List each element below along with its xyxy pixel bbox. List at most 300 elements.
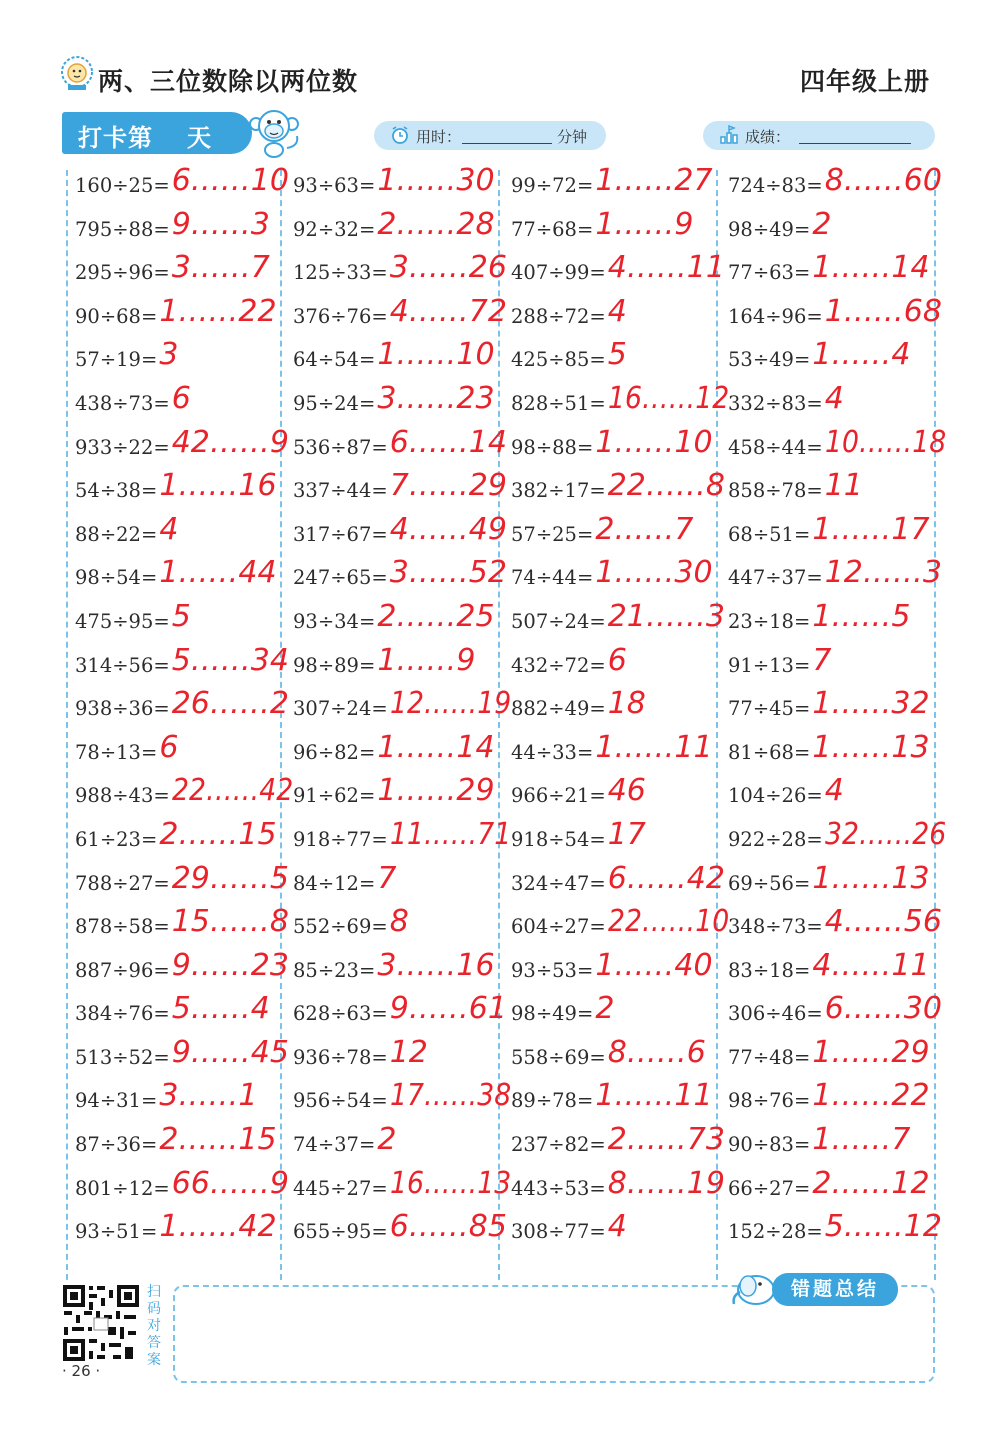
problem-row xyxy=(293,730,511,774)
problem-row xyxy=(728,381,946,425)
problem-row xyxy=(728,1122,946,1166)
handwritten-answer: 8……60 xyxy=(824,163,942,198)
problem-question: 83÷18= xyxy=(728,958,811,982)
problem-question: 66÷27= xyxy=(728,1176,811,1200)
problem-row xyxy=(728,512,946,556)
handwritten-answer: 3……23 xyxy=(377,380,495,416)
handwritten-answer: 2……15 xyxy=(159,816,277,852)
handwritten-answer: 6 xyxy=(159,729,179,765)
problem-row xyxy=(75,686,293,730)
problem-row xyxy=(75,337,293,381)
checkin-prefix: 打卡第 xyxy=(78,124,153,152)
problem-question: 407÷99= xyxy=(511,261,606,285)
problem-question: 160÷25= xyxy=(75,174,170,197)
problem-question: 92÷32= xyxy=(293,217,376,241)
problem-row xyxy=(75,468,293,512)
problem-question: 98÷89= xyxy=(293,653,376,677)
handwritten-answer: 2 xyxy=(595,991,615,1027)
problem-row xyxy=(511,1122,729,1166)
handwritten-answer: 1……14 xyxy=(812,250,930,286)
wrong-summary-label: 错题总结 xyxy=(772,1273,898,1306)
problem-question: 447÷37= xyxy=(728,566,823,590)
handwritten-answer: 12……3 xyxy=(824,555,942,591)
score-field xyxy=(703,121,935,150)
problem-question: 96÷82= xyxy=(293,740,376,764)
handwritten-answer: 6 xyxy=(607,642,627,678)
handwritten-answer: 42……9 xyxy=(171,424,289,460)
handwritten-answer: 2……73 xyxy=(607,1122,725,1158)
handwritten-answer: 1……22 xyxy=(812,1078,930,1114)
problem-row xyxy=(75,861,293,905)
handwritten-answer: 12 xyxy=(389,1034,428,1070)
handwritten-answer: 22……8 xyxy=(607,468,725,504)
bar-chart-flag-icon xyxy=(719,125,739,145)
handwritten-answer: 9……45 xyxy=(171,1034,289,1070)
handwritten-answer: 5……34 xyxy=(171,642,289,678)
handwritten-answer: 26……2 xyxy=(171,686,289,722)
problem-question: 64÷54= xyxy=(293,348,376,372)
problem-question: 77÷63= xyxy=(728,261,811,285)
problem-question: 324÷47= xyxy=(511,871,606,895)
problem-row xyxy=(75,1122,293,1166)
problem-question: 57÷19= xyxy=(75,348,158,372)
alarm-clock-icon xyxy=(390,125,410,145)
handwritten-answer: 1……27 xyxy=(595,163,713,198)
handwritten-answer: 22……42 xyxy=(171,773,293,809)
problem-question: 513÷52= xyxy=(75,1045,170,1069)
problem-question: 68÷51= xyxy=(728,522,811,546)
time-field xyxy=(374,121,606,150)
problem-row xyxy=(75,250,293,294)
handwritten-answer: 5 xyxy=(171,598,191,634)
problem-row xyxy=(75,643,293,687)
handwritten-answer: 12……19 xyxy=(389,686,511,722)
problem-question: 443÷53= xyxy=(511,1176,606,1200)
problem-question: 918÷54= xyxy=(511,827,606,851)
handwritten-answer: 3……1 xyxy=(159,1078,258,1114)
problem-row xyxy=(75,555,293,599)
problem-row xyxy=(728,904,946,948)
handwritten-answer: 9……23 xyxy=(171,947,289,983)
handwritten-answer: 4 xyxy=(607,293,627,329)
problem-row xyxy=(511,1078,729,1122)
handwritten-answer: 1……44 xyxy=(159,555,277,591)
problem-question: 93÷34= xyxy=(293,609,376,633)
handwritten-answer: 17 xyxy=(607,816,646,852)
problem-question: 348÷73= xyxy=(728,915,823,939)
handwritten-answer: 3 xyxy=(159,337,179,373)
problem-question: 69÷56= xyxy=(728,871,811,895)
problem-row xyxy=(293,1209,511,1253)
handwritten-answer: 6……14 xyxy=(389,424,507,460)
handwritten-answer: 1……11 xyxy=(595,729,713,765)
handwritten-answer: 4……72 xyxy=(389,293,507,329)
problem-row xyxy=(293,1122,511,1166)
handwritten-answer: 46 xyxy=(607,773,646,809)
handwritten-answer: 1……9 xyxy=(595,206,694,242)
problem-question: 84÷12= xyxy=(293,871,376,895)
handwritten-answer: 1……5 xyxy=(812,598,911,634)
problem-row xyxy=(728,1166,946,1210)
problem-row xyxy=(293,512,511,556)
problem-question: 938÷36= xyxy=(75,697,170,721)
problem-row xyxy=(75,163,293,207)
problem-row xyxy=(293,294,511,338)
problem-question: 628÷63= xyxy=(293,1002,388,1026)
problem-question: 828÷51= xyxy=(511,391,606,415)
problem-column-1 xyxy=(75,163,293,1253)
problem-question: 164÷96= xyxy=(728,304,823,328)
problem-row xyxy=(293,468,511,512)
problem-row xyxy=(293,1166,511,1210)
problem-row xyxy=(75,773,293,817)
problem-question: 882÷49= xyxy=(511,697,606,721)
problem-row xyxy=(728,337,946,381)
handwritten-answer: 1……17 xyxy=(812,511,930,547)
problem-question: 247÷65= xyxy=(293,566,388,590)
handwritten-answer: 1……13 xyxy=(812,860,930,896)
problem-column-4 xyxy=(728,163,946,1253)
handwritten-answer: 1……11 xyxy=(595,1078,713,1114)
scan-for-answers-label: 扫码对答案 xyxy=(147,1284,161,1368)
handwritten-answer: 6……85 xyxy=(389,1209,507,1245)
problem-question: 438÷73= xyxy=(75,391,170,415)
handwritten-answer: 1……22 xyxy=(159,293,277,329)
handwritten-answer: 1……30 xyxy=(377,163,495,198)
problem-row xyxy=(728,861,946,905)
problem-question: 99÷72= xyxy=(511,174,594,197)
handwritten-answer: 9……3 xyxy=(171,206,270,242)
handwritten-answer: 11……71 xyxy=(389,816,511,852)
handwritten-answer: 1……30 xyxy=(595,555,713,591)
handwritten-answer: 3……26 xyxy=(389,250,507,286)
problem-question: 788÷27= xyxy=(75,871,170,895)
problem-question: 288÷72= xyxy=(511,304,606,328)
handwritten-answer: 16……13 xyxy=(389,1165,511,1201)
problem-row xyxy=(293,686,511,730)
problem-question: 88÷22= xyxy=(75,522,158,546)
problem-question: 81÷68= xyxy=(728,740,811,764)
problem-question: 956÷54= xyxy=(293,1089,388,1113)
problem-question: 98÷49= xyxy=(728,217,811,241)
handwritten-answer: 9……61 xyxy=(389,991,507,1027)
problem-row xyxy=(511,250,729,294)
problem-row xyxy=(75,381,293,425)
problem-row xyxy=(511,904,729,948)
problem-row xyxy=(293,207,511,251)
problem-question: 152÷28= xyxy=(728,1220,823,1244)
handwritten-answer: 1……10 xyxy=(377,337,495,373)
problem-question: 90÷68= xyxy=(75,304,158,328)
problem-row xyxy=(293,991,511,1035)
handwritten-answer: 1……9 xyxy=(377,642,476,678)
problem-row xyxy=(293,773,511,817)
handwritten-answer: 2 xyxy=(812,206,832,242)
time-input-line[interactable] xyxy=(462,143,552,144)
problem-question: 425÷85= xyxy=(511,348,606,372)
problem-row xyxy=(511,294,729,338)
problem-question: 78÷13= xyxy=(75,740,158,764)
problem-question: 922÷28= xyxy=(728,827,823,851)
handwritten-answer: 1……29 xyxy=(377,773,495,809)
handwritten-answer: 1……32 xyxy=(812,686,930,722)
problem-row xyxy=(511,991,729,1035)
problem-question: 95÷24= xyxy=(293,391,376,415)
checkin-banner xyxy=(62,112,252,154)
problem-row xyxy=(293,861,511,905)
problem-row xyxy=(75,294,293,338)
handwritten-answer: 4……11 xyxy=(607,250,725,286)
handwritten-answer: 1……14 xyxy=(377,729,495,765)
problem-question: 57÷25= xyxy=(511,522,594,546)
problem-question: 458÷44= xyxy=(728,435,823,459)
problem-row xyxy=(728,163,946,207)
problem-row xyxy=(728,207,946,251)
problem-row xyxy=(293,337,511,381)
time-unit: 分钟 xyxy=(557,128,588,146)
problem-row xyxy=(728,730,946,774)
handwritten-answer: 1……42 xyxy=(159,1209,277,1245)
problem-row xyxy=(293,381,511,425)
handwritten-answer: 2……12 xyxy=(812,1165,930,1201)
problem-row xyxy=(75,817,293,861)
problem-question: 125÷33= xyxy=(293,261,388,285)
problem-column-2 xyxy=(293,163,511,1253)
handwritten-answer: 16……12 xyxy=(607,380,729,416)
problem-row xyxy=(511,512,729,556)
handwritten-answer: 8 xyxy=(389,904,409,940)
handwritten-answer: 1……29 xyxy=(812,1034,930,1070)
problem-question: 98÷49= xyxy=(511,1002,594,1026)
problem-question: 98÷88= xyxy=(511,435,594,459)
handwritten-answer: 6……42 xyxy=(607,860,725,896)
handwritten-answer: 66……9 xyxy=(171,1165,289,1201)
problem-question: 801÷12= xyxy=(75,1176,170,1200)
problem-question: 507÷24= xyxy=(511,609,606,633)
handwritten-answer: 32……26 xyxy=(824,816,946,852)
problem-row xyxy=(511,468,729,512)
problem-question: 332÷83= xyxy=(728,391,823,415)
handwritten-answer: 3……16 xyxy=(377,947,495,983)
problem-row xyxy=(293,817,511,861)
problem-row xyxy=(75,599,293,643)
problem-row xyxy=(511,686,729,730)
handwritten-answer: 1……7 xyxy=(812,1122,911,1158)
problem-question: 74÷44= xyxy=(511,566,594,590)
problem-question: 795÷88= xyxy=(75,217,170,241)
problem-row xyxy=(75,991,293,1035)
problem-row xyxy=(511,1035,729,1079)
problem-row xyxy=(75,904,293,948)
problem-row xyxy=(728,555,946,599)
problem-row xyxy=(75,512,293,556)
problem-row xyxy=(511,730,729,774)
column-divider xyxy=(66,170,68,1280)
problem-question: 98÷76= xyxy=(728,1089,811,1113)
problem-row xyxy=(511,337,729,381)
handwritten-answer: 4 xyxy=(824,773,844,809)
problem-question: 988÷43= xyxy=(75,784,170,808)
problem-question: 91÷13= xyxy=(728,653,811,677)
problem-row xyxy=(728,773,946,817)
problem-question: 918÷77= xyxy=(293,827,388,851)
problem-question: 89÷78= xyxy=(511,1089,594,1113)
handwritten-answer: 5 xyxy=(607,337,627,373)
problem-question: 90÷83= xyxy=(728,1133,811,1157)
qr-code-icon[interactable] xyxy=(62,1284,140,1362)
problem-question: 724÷83= xyxy=(728,174,823,197)
problem-row xyxy=(75,207,293,251)
problem-question: 314÷56= xyxy=(75,653,170,677)
page-title: 两、三位数除以两位数 xyxy=(98,67,359,96)
handwritten-answer: 2……28 xyxy=(377,206,495,242)
handwritten-answer: 2……25 xyxy=(377,598,495,634)
handwritten-answer: 8……6 xyxy=(607,1034,706,1070)
problem-row xyxy=(293,555,511,599)
problem-row xyxy=(511,1166,729,1210)
problem-row xyxy=(728,294,946,338)
score-label: 成绩： xyxy=(745,128,791,146)
problem-question: 655÷95= xyxy=(293,1220,388,1244)
handwritten-answer: 4……49 xyxy=(389,511,507,547)
problem-question: 98÷54= xyxy=(75,566,158,590)
grade-label: 四年级上册 xyxy=(799,67,930,96)
problem-question: 384÷76= xyxy=(75,1002,170,1026)
problem-question: 23÷18= xyxy=(728,609,811,633)
problem-question: 475÷95= xyxy=(75,609,170,633)
problem-row xyxy=(728,817,946,861)
problem-question: 878÷58= xyxy=(75,915,170,939)
problem-question: 94÷31= xyxy=(75,1089,158,1113)
page-number: · 26 · xyxy=(62,1362,101,1380)
problem-question: 85÷23= xyxy=(293,958,376,982)
handwritten-answer: 10……18 xyxy=(824,424,946,460)
problem-row xyxy=(728,948,946,992)
handwritten-answer: 4 xyxy=(607,1209,627,1245)
handwritten-answer: 2……7 xyxy=(595,511,694,547)
handwritten-answer: 4……11 xyxy=(812,947,930,983)
problem-row xyxy=(293,599,511,643)
problem-question: 306÷46= xyxy=(728,1002,823,1026)
problem-row xyxy=(511,207,729,251)
problem-row xyxy=(75,1078,293,1122)
problem-row xyxy=(728,1209,946,1253)
problem-column-3 xyxy=(511,163,729,1253)
problem-question: 44÷33= xyxy=(511,740,594,764)
monkey-mascot-icon xyxy=(247,106,305,158)
time-label: 用时： xyxy=(416,128,462,146)
problem-row xyxy=(75,730,293,774)
handwritten-answer: 6……30 xyxy=(824,991,942,1027)
problem-row xyxy=(511,948,729,992)
problem-row xyxy=(75,425,293,469)
handwritten-answer: 3……52 xyxy=(389,555,507,591)
problem-row xyxy=(293,643,511,687)
problem-question: 77÷45= xyxy=(728,697,811,721)
problem-question: 61÷23= xyxy=(75,827,158,851)
handwritten-answer: 5……4 xyxy=(171,991,270,1027)
handwritten-answer: 8……19 xyxy=(607,1165,725,1201)
handwritten-answer: 29……5 xyxy=(171,860,289,896)
problem-question: 87÷36= xyxy=(75,1133,158,1157)
handwritten-answer: 1……68 xyxy=(824,293,942,329)
handwritten-answer: 6……10 xyxy=(171,163,289,198)
problem-row xyxy=(728,643,946,687)
problem-row xyxy=(75,1166,293,1210)
problem-row xyxy=(511,555,729,599)
problem-row xyxy=(75,1035,293,1079)
problem-row xyxy=(511,773,729,817)
problem-row xyxy=(728,686,946,730)
handwritten-answer: 1……40 xyxy=(595,947,713,983)
problem-row xyxy=(511,643,729,687)
problem-row xyxy=(728,1035,946,1079)
problem-question: 53÷49= xyxy=(728,348,811,372)
problem-question: 933÷22= xyxy=(75,435,170,459)
handwritten-answer: 7 xyxy=(377,860,397,896)
problem-question: 93÷63= xyxy=(293,174,376,197)
handwritten-answer: 22……10 xyxy=(607,904,729,940)
problem-question: 337÷44= xyxy=(293,479,388,503)
problem-question: 77÷48= xyxy=(728,1045,811,1069)
problem-question: 307÷24= xyxy=(293,697,388,721)
problem-row xyxy=(511,599,729,643)
problem-question: 432÷72= xyxy=(511,653,606,677)
problem-question: 104÷26= xyxy=(728,784,823,808)
handwritten-answer: 1……4 xyxy=(812,337,911,373)
problem-row xyxy=(511,817,729,861)
problem-question: 93÷53= xyxy=(511,958,594,982)
checkin-suffix: 天 xyxy=(187,124,211,152)
problem-question: 536÷87= xyxy=(293,435,388,459)
handwritten-answer: 5……12 xyxy=(824,1209,942,1245)
handwritten-answer: 21……3 xyxy=(607,598,725,634)
handwritten-answer: 6 xyxy=(171,380,191,416)
problem-question: 295÷96= xyxy=(75,261,170,285)
handwritten-answer: 7 xyxy=(812,642,832,678)
problem-question: 91÷62= xyxy=(293,784,376,808)
handwritten-answer: 1……16 xyxy=(159,468,277,504)
problem-row xyxy=(75,1209,293,1253)
problem-row xyxy=(293,1035,511,1079)
problem-row xyxy=(728,599,946,643)
problem-row xyxy=(728,468,946,512)
score-input-line[interactable] xyxy=(799,143,911,144)
problem-question: 93÷51= xyxy=(75,1220,158,1244)
problem-question: 77÷68= xyxy=(511,217,594,241)
problem-row xyxy=(293,425,511,469)
handwritten-answer: 4 xyxy=(159,511,179,547)
problem-row xyxy=(293,250,511,294)
lion-logo-icon xyxy=(60,55,94,91)
handwritten-answer: 1……13 xyxy=(812,729,930,765)
problem-question: 382÷17= xyxy=(511,479,606,503)
handwritten-answer: 7……29 xyxy=(389,468,507,504)
handwritten-answer: 11 xyxy=(824,468,863,504)
problem-question: 558÷69= xyxy=(511,1045,606,1069)
problem-row xyxy=(511,1209,729,1253)
handwritten-answer: 4 xyxy=(824,380,844,416)
problem-question: 54÷38= xyxy=(75,479,158,503)
problem-question: 445÷27= xyxy=(293,1176,388,1200)
problem-row xyxy=(293,1078,511,1122)
problem-row xyxy=(511,861,729,905)
handwritten-answer: 17……38 xyxy=(389,1078,511,1114)
problem-question: 74÷37= xyxy=(293,1133,376,1157)
problem-question: 308÷77= xyxy=(511,1220,606,1244)
problem-row xyxy=(728,425,946,469)
problem-row xyxy=(728,1078,946,1122)
